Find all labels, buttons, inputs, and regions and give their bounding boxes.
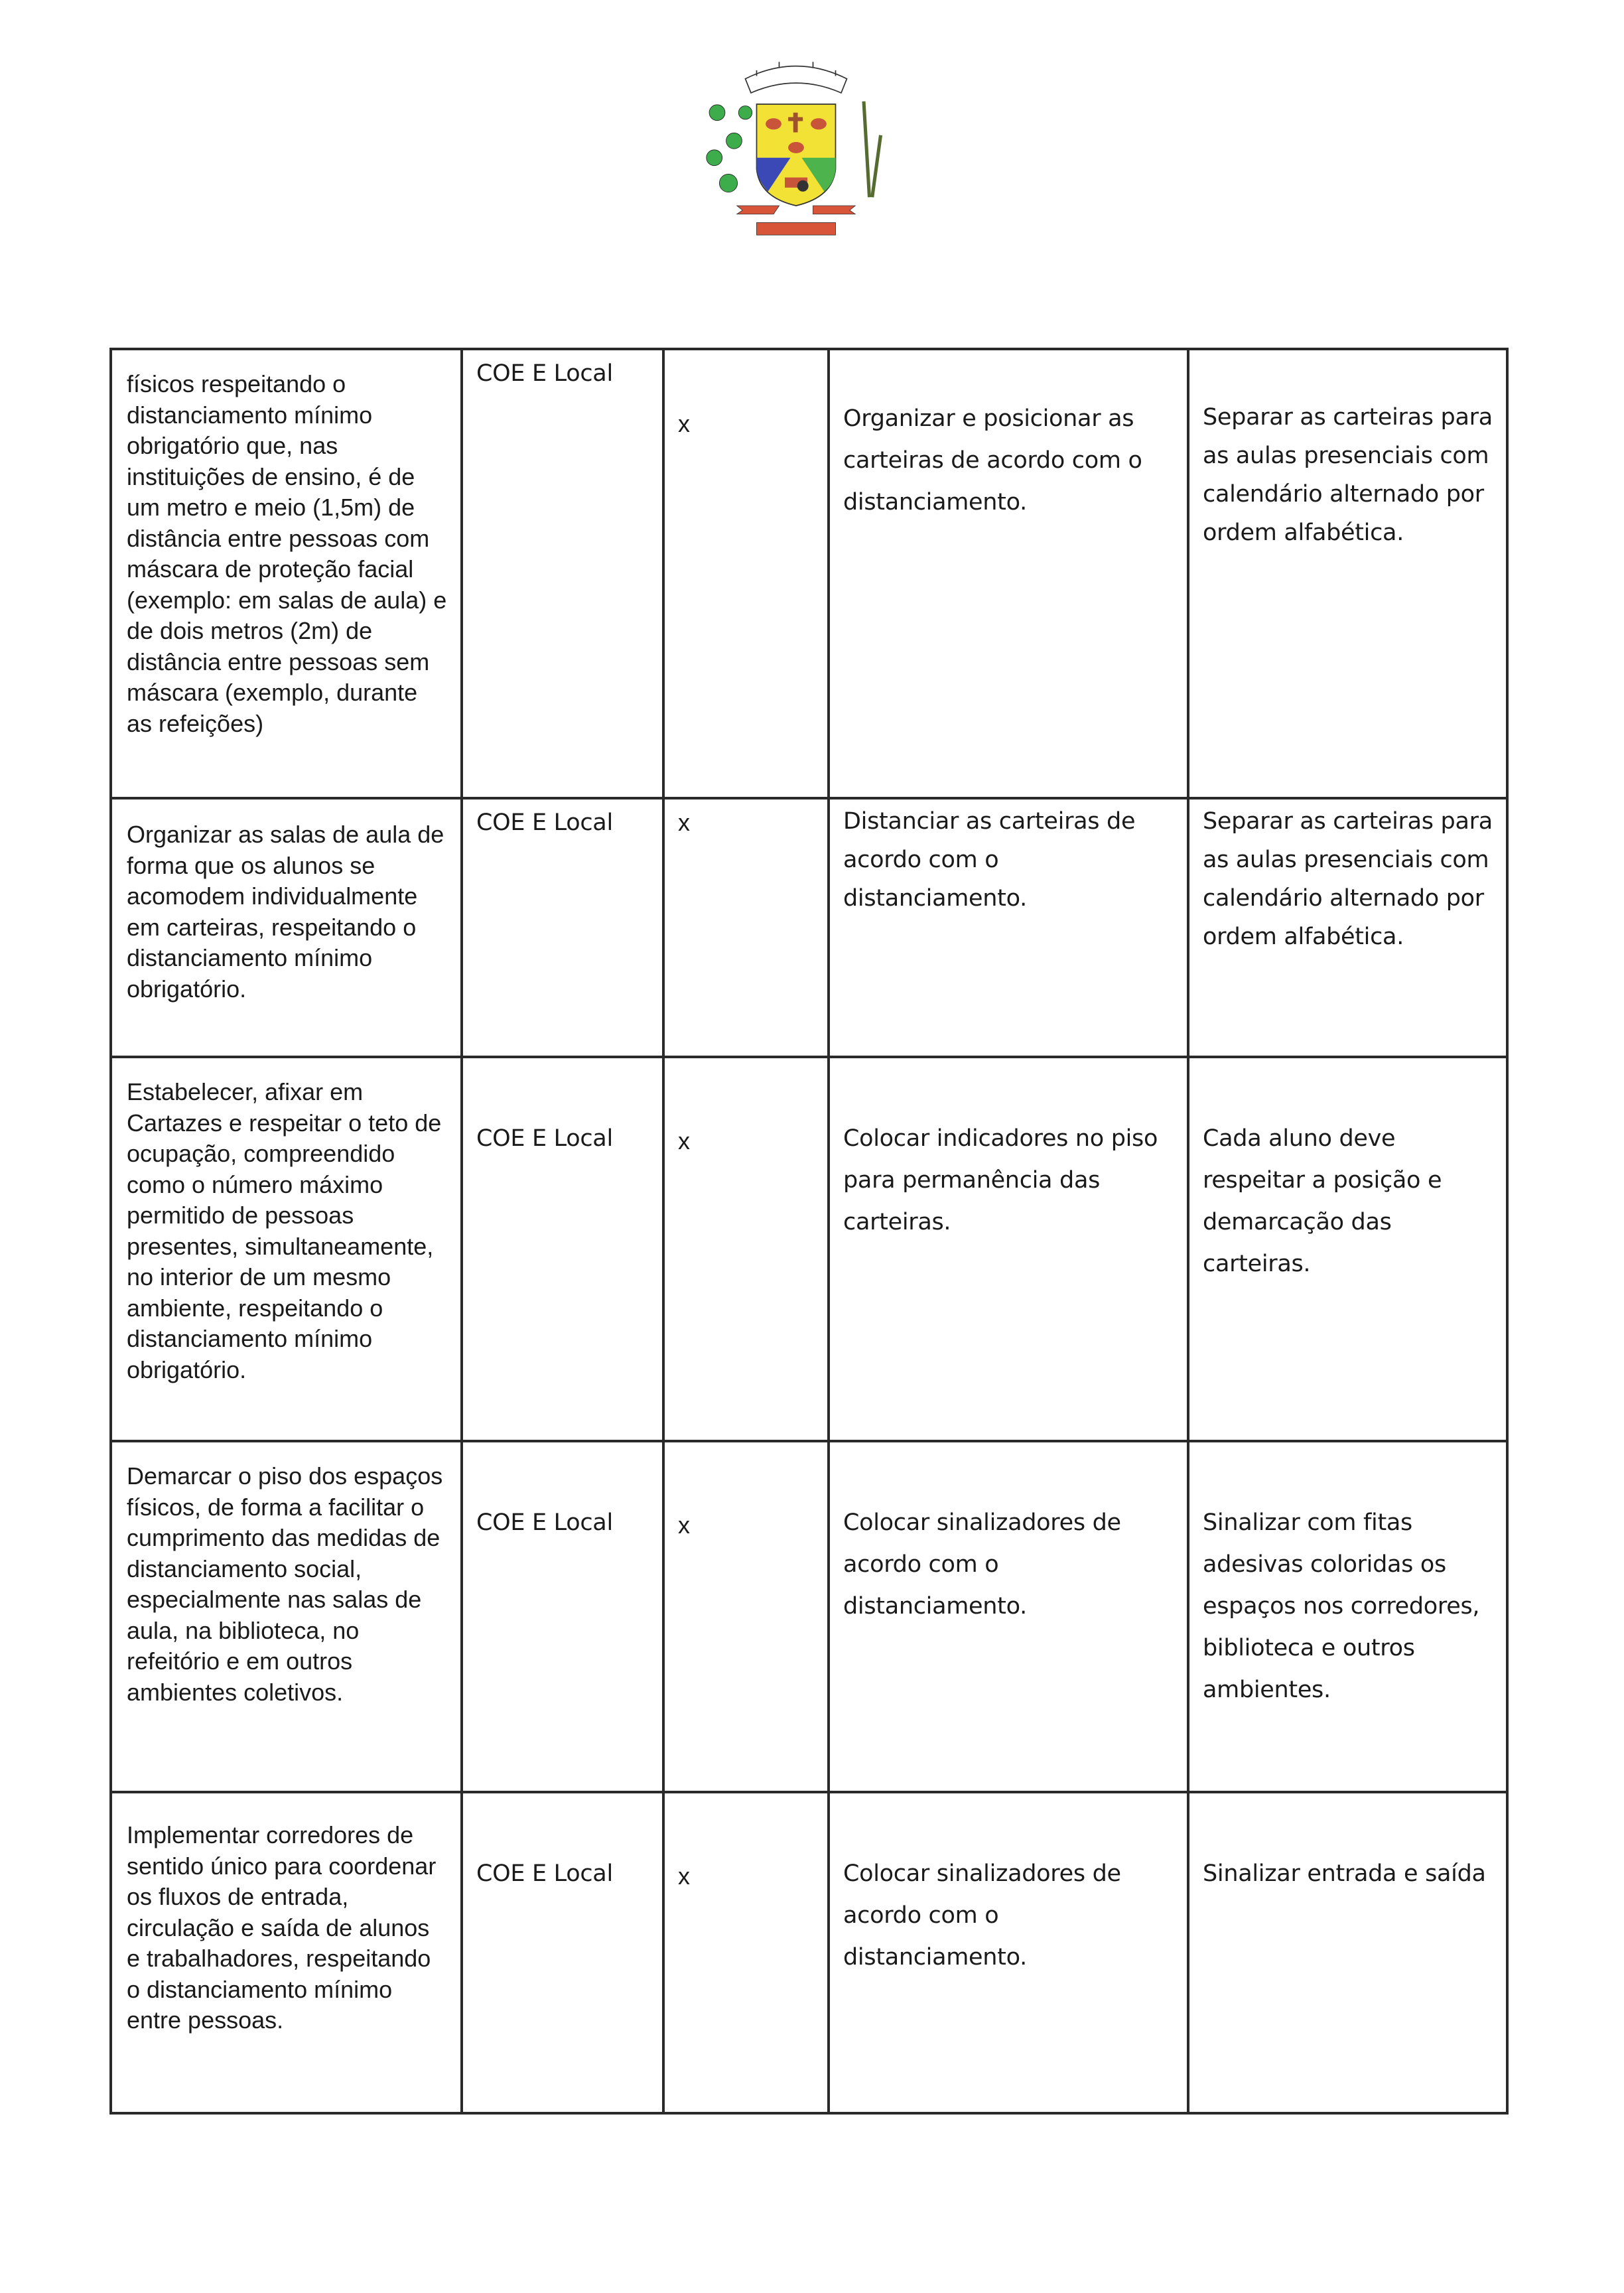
action-cell: Colocar sinalizadores de acordo com o distanciamento.: [829, 1441, 1188, 1792]
responsible-cell: COE E Local: [462, 1441, 663, 1792]
mark-cell: x: [663, 1792, 829, 2113]
action-cell: Distanciar as carteiras de acordo com o distanciamento.: [829, 798, 1188, 1057]
requirement-cell: Demarcar o piso dos espaços físicos, de forma a facilitar o cumprimento das medidas de distanciamento social, especialmente nas salas de aula, na biblioteca, no refeitório e em outros ambientes coletivos.: [111, 1441, 462, 1792]
requirement-cell: Estabelecer, afixar em Cartazes e respeitar o teto de ocupação, compreendido como o número máximo permitido de pessoas presentes, simultaneamente, no interior de um mesmo ambiente, respeitando o distanciamento mínimo obrigatório.: [111, 1057, 462, 1441]
mark-cell: x: [663, 798, 829, 1057]
municipal-crest-logo: [683, 46, 909, 252]
note-cell: Sinalizar entrada e saída: [1188, 1792, 1507, 2113]
mark-cell: x: [663, 1441, 829, 1792]
note-cell: Separar as carteiras para as aulas presenciais com calendário alternado por ordem alfabética.: [1188, 798, 1507, 1057]
table-row: [111, 1057, 1507, 1441]
action-cell: Colocar indicadores no piso para permanência das carteiras.: [829, 1057, 1188, 1441]
note-cell: Cada aluno deve respeitar a posição e demarcação das carteiras.: [1188, 1057, 1507, 1441]
table-row: [111, 349, 1507, 798]
table-row: [111, 1441, 1507, 1792]
mark-cell: x: [663, 1057, 829, 1441]
note-cell: Separar as carteiras para as aulas presenciais com calendário alternado por ordem alfabética.: [1188, 349, 1507, 798]
measures-table: [109, 348, 1509, 2115]
note-cell: Sinalizar com fitas adesivas coloridas os espaços nos corredores, biblioteca e outros ambientes.: [1188, 1441, 1507, 1792]
table-row: [111, 1792, 1507, 2113]
responsible-cell: COE E Local: [462, 1057, 663, 1441]
responsible-cell: COE E Local: [462, 798, 663, 1057]
action-cell: Organizar e posicionar as carteiras de acordo com o distanciamento.: [829, 349, 1188, 798]
mark-cell: x: [663, 349, 829, 798]
responsible-cell: COE E Local: [462, 349, 663, 798]
requirement-cell: físicos respeitando o distanciamento mínimo obrigatório que, nas instituições de ensino, é de um metro e meio (1,5m) de distância entre pessoas com máscara de proteção facial (exemplo: em salas de aula) e de dois metros (2m) de distância entre pessoas sem máscara (exemplo, durante as refeições): [111, 349, 462, 798]
requirement-cell: Implementar corredores de sentido único para coordenar os fluxos de entrada, circulação e saída de alunos e trabalhadores, respeitando o distanciamento mínimo entre pessoas.: [111, 1792, 462, 2113]
table-row: [111, 798, 1507, 1057]
responsible-cell: COE E Local: [462, 1792, 663, 2113]
requirement-cell: Organizar as salas de aula de forma que os alunos se acomodem individualmente em carteiras, respeitando o distanciamento mínimo obrigatório.: [111, 798, 462, 1057]
action-cell: Colocar sinalizadores de acordo com o distanciamento.: [829, 1792, 1188, 2113]
